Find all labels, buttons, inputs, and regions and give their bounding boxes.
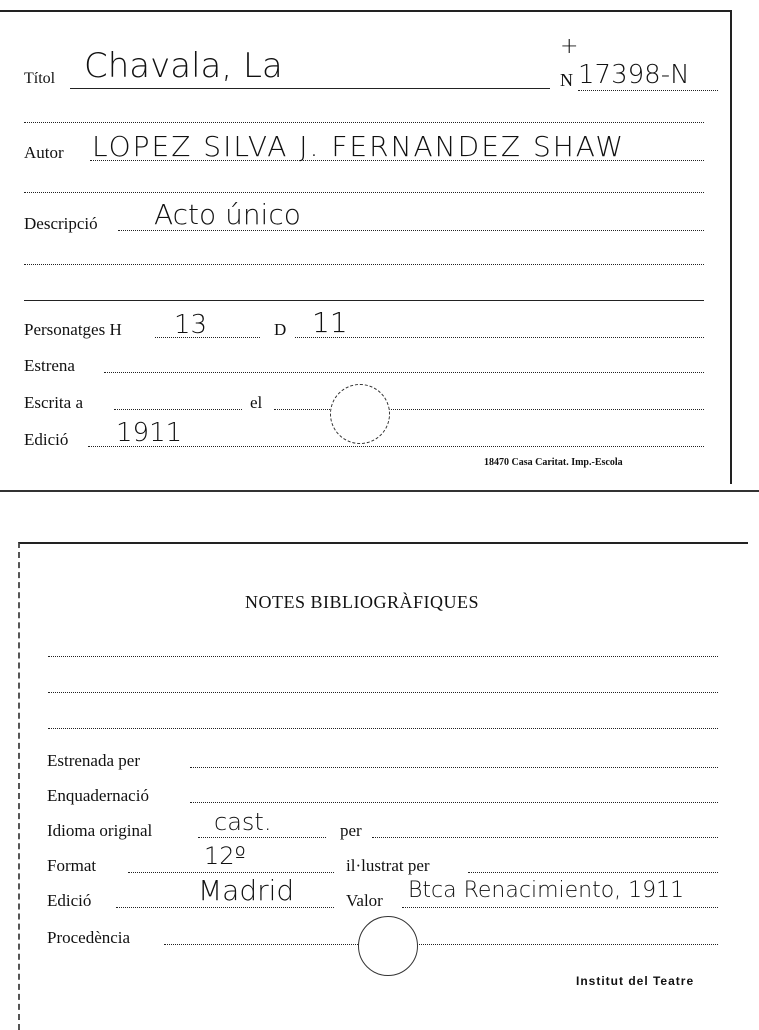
edicio2-line [116, 907, 334, 908]
autor-extra-line [24, 192, 704, 193]
personatges-d-label: D [274, 320, 287, 339]
edicio2-label: Edició [47, 891, 92, 910]
printer-imprint: 18470 Casa Caritat. Imp.-Escola [484, 457, 623, 468]
titol-extra-line [24, 122, 704, 123]
notes-line-2 [48, 692, 718, 693]
edicio-value: 1911 [116, 418, 183, 448]
personatges-d-value: 11 [312, 306, 348, 339]
per-line [372, 837, 718, 838]
estrenada-line [190, 767, 718, 768]
notes-line-1 [48, 656, 718, 657]
idioma-line [198, 837, 326, 838]
procedencia-label: Procedència [47, 928, 131, 947]
personatges-label: Personatges H [24, 320, 122, 339]
descripcio-extra-line-1 [24, 264, 704, 265]
num-line [578, 90, 718, 91]
el-label: el [250, 393, 263, 412]
enquadernacio-label: Enquadernació [47, 786, 149, 805]
notes-heading: NOTES BIBLIOGRÀFIQUES [245, 592, 480, 612]
format-value: 12º [204, 842, 246, 870]
institut-label: Institut del Teatre [576, 974, 695, 988]
descripcio-line [118, 230, 704, 231]
format-line [128, 872, 334, 873]
edicio2-value: Madrid [198, 874, 295, 907]
descripcio-label: Descripció [24, 214, 98, 233]
autor-label: Autor [24, 143, 64, 162]
num-value: 17398-N [578, 60, 690, 90]
escrita-line [114, 409, 242, 410]
titol-label: Títol [24, 70, 56, 87]
illustrat-line [468, 872, 718, 873]
autor-line [90, 160, 704, 161]
illustrat-label: il·lustrat per [346, 856, 430, 875]
valor-line [402, 907, 718, 908]
personatges-h-line [155, 337, 260, 338]
format-label: Format [47, 856, 97, 875]
titol-value: Chavala, La [84, 46, 283, 86]
escrita-label: Escrita a [24, 393, 83, 412]
num-label: N [560, 70, 573, 90]
notes-line-3 [48, 728, 718, 729]
valor-label: Valor [346, 891, 383, 910]
card-separator [0, 490, 759, 492]
estrena-line [104, 372, 704, 373]
titol-line [70, 88, 550, 89]
descripcio-extra-line-2 [24, 300, 704, 301]
enquadernacio-line [190, 802, 718, 803]
personatges-h-value: 13 [174, 310, 208, 340]
punch-hole-2 [358, 916, 418, 976]
personatges-d-line [295, 337, 704, 338]
edicio-line [88, 446, 704, 447]
edicio-label: Edició [24, 430, 69, 449]
cross-mark: + [560, 34, 579, 59]
idioma-value: cast. [214, 808, 272, 836]
estrena-label: Estrena [24, 356, 75, 375]
estrenada-label: Estrenada per [47, 751, 140, 770]
per-label: per [340, 821, 362, 840]
autor-value: LOPEZ SILVA J. FERNANDEZ SHAW [92, 130, 626, 163]
idioma-label: Idioma original [47, 821, 153, 840]
punch-hole [330, 384, 390, 444]
procedencia-line [164, 944, 718, 945]
valor-value: Btca Renacimiento, 1911 [408, 878, 685, 903]
descripcio-value: Acto único [154, 198, 301, 231]
